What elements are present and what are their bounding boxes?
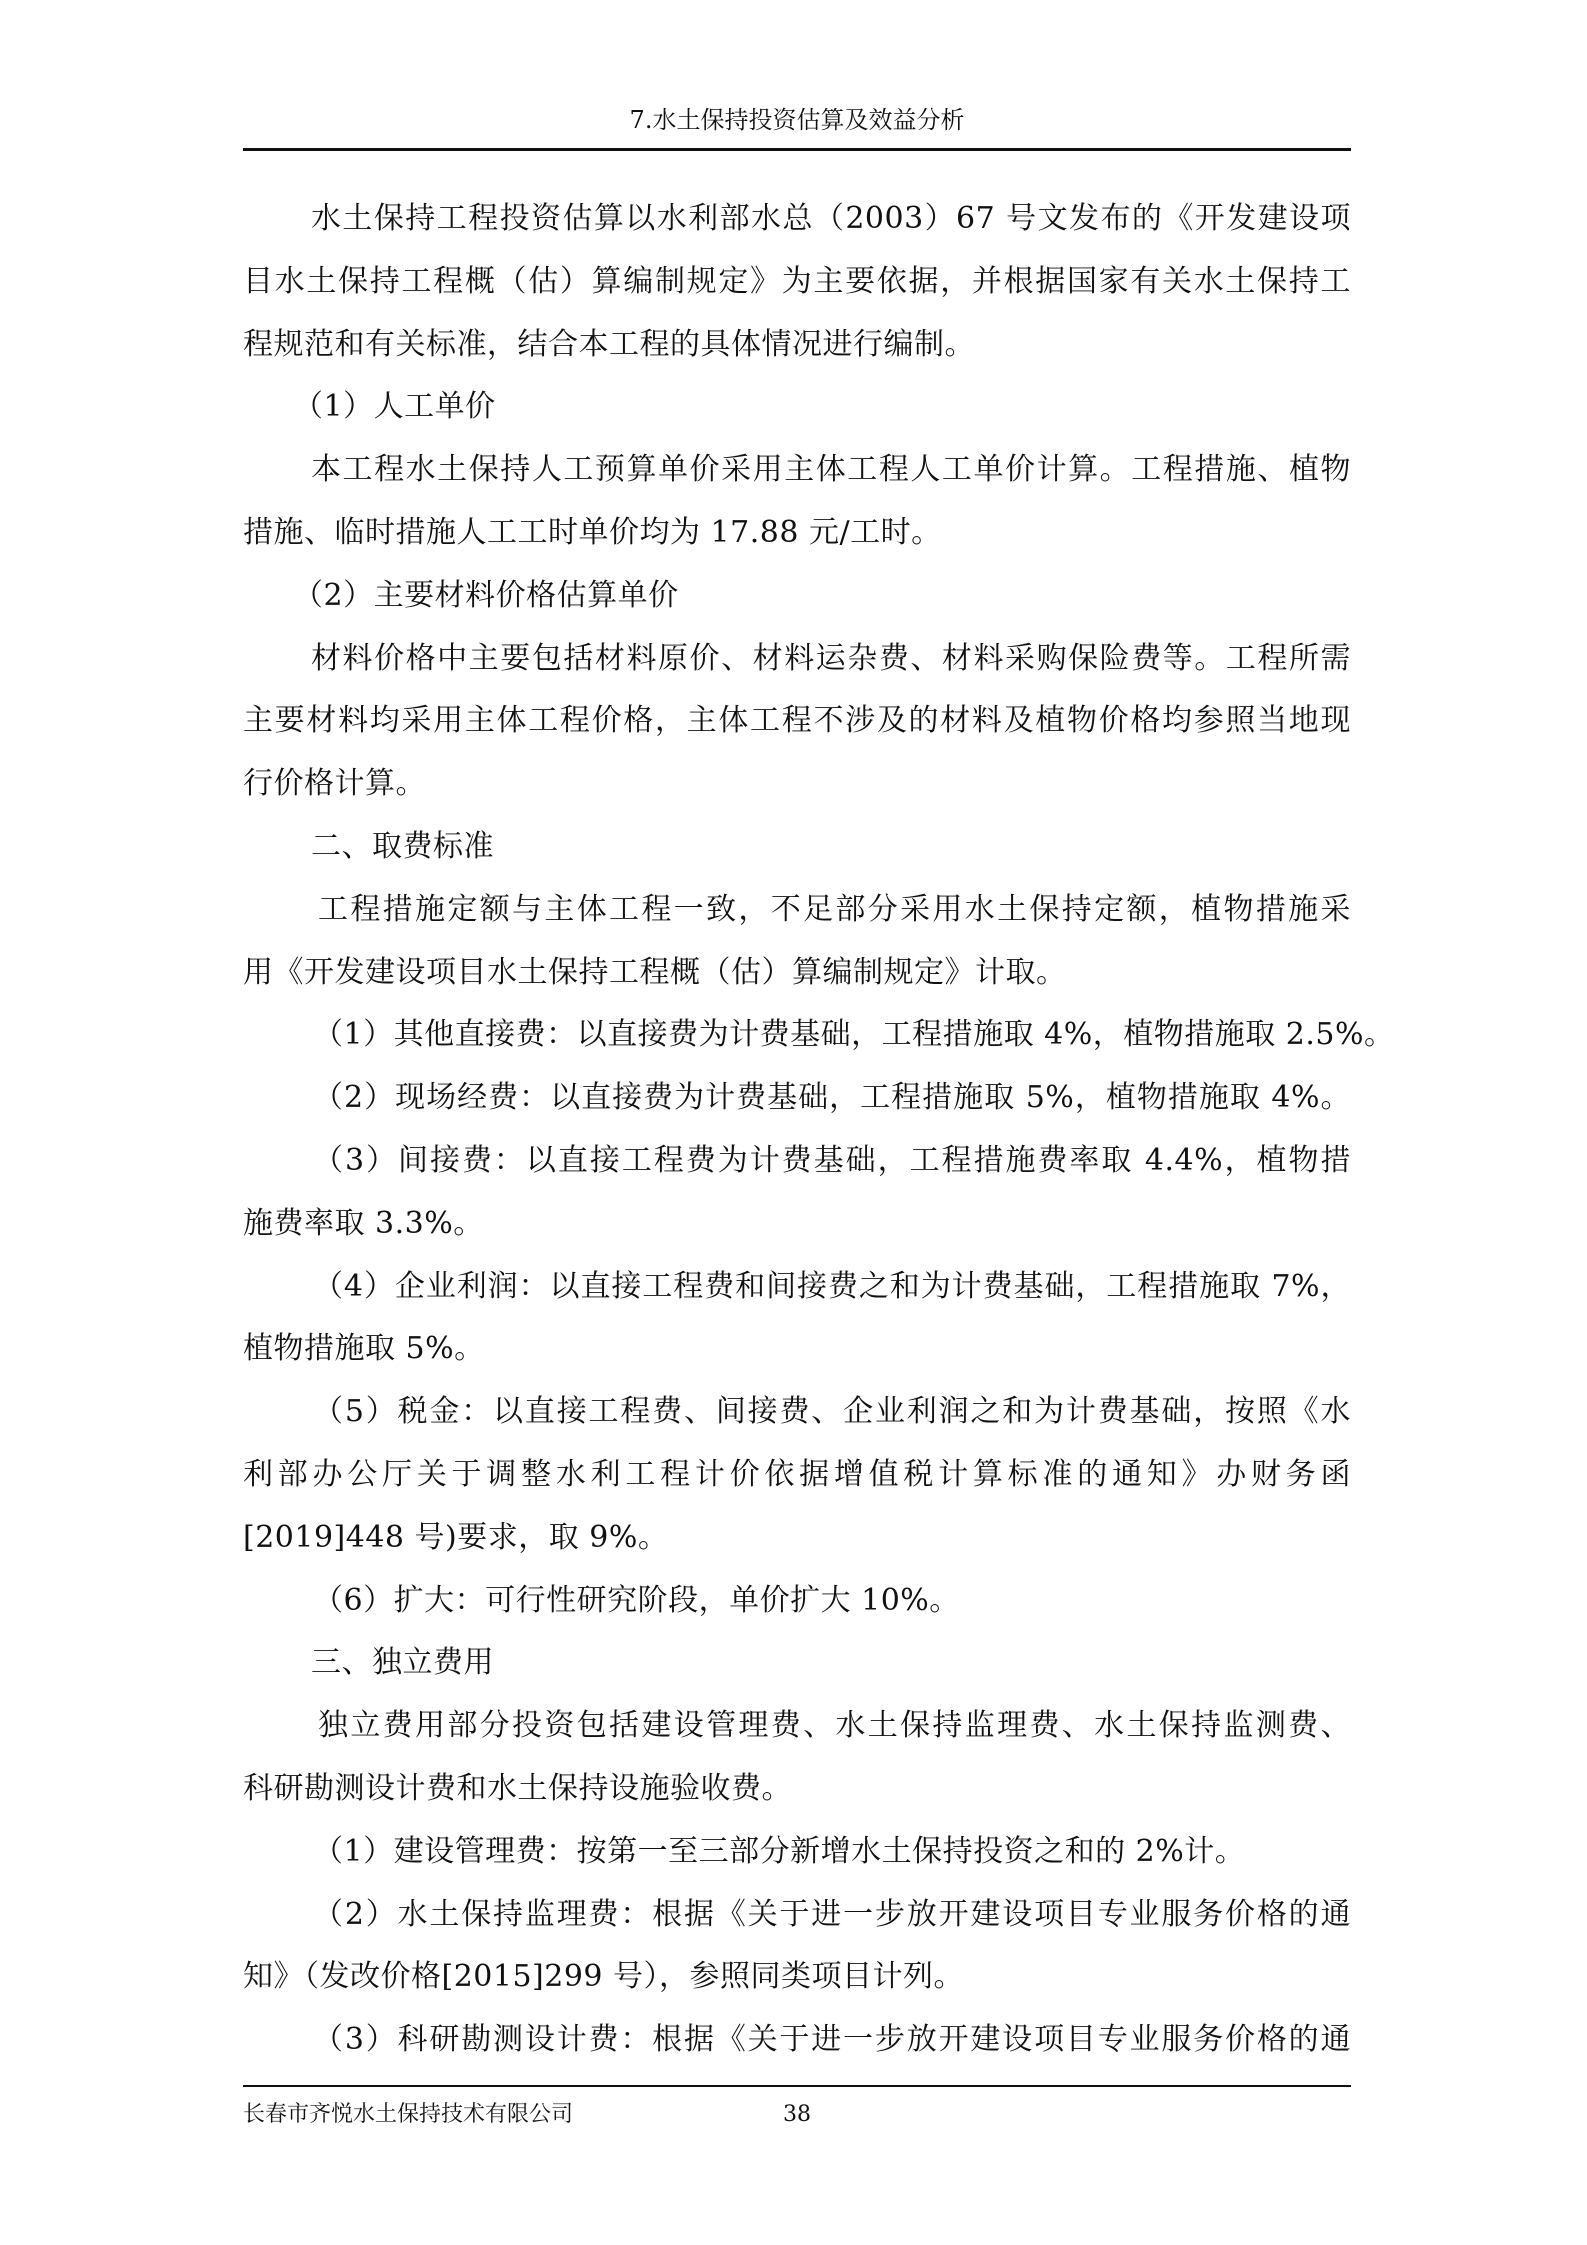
text-line: 三、独立费用	[311, 1645, 494, 1681]
text-line: 本工程水土保持人工预算单价采用主体工程人工单价计算。工程措施、植物	[311, 452, 1351, 488]
text-line: 水土保持工程投资估算以水利部水总（2003）67 号文发布的《开发建设项	[311, 201, 1351, 236]
text-line: （2）现场经费：以直接费为计费基础，工程措施取 5%，植物措施取 4%。	[313, 1080, 1351, 1116]
text-line: （1）人工单价	[293, 389, 496, 425]
text-line: 主要材料均采用主体工程价格，主体工程不涉及的材料及植物价格均参照当地现	[243, 703, 1351, 739]
text-line: （1）其他直接费：以直接费为计费基础，工程措施取 4%，植物措施取 2.5%。	[313, 1017, 1395, 1053]
text-line: 植物措施取 5%。	[243, 1331, 485, 1367]
footer-company-name: 长春市齐悦水土保持技术有限公司	[243, 2102, 574, 2127]
text-line: 科研勘测设计费和水土保持设施验收费。	[243, 1770, 792, 1806]
text-line: 行价格计算。	[243, 766, 426, 802]
text-line: （6）扩大：可行性研究阶段，单价扩大 10%。	[313, 1582, 960, 1618]
text-line: （5）税金：以直接工程费、间接费、企业利润之和为计费基础，按照《水	[313, 1394, 1351, 1430]
text-line: （2）水土保持监理费：根据《关于进一步放开建设项目专业服务价格的通	[313, 1896, 1351, 1932]
page-number: 38	[783, 2102, 811, 2127]
page-header-title: 7.水土保持投资估算及效益分析	[629, 106, 965, 134]
text-line: 工程措施定额与主体工程一致，不足部分采用水土保持定额，植物措施采	[318, 891, 1351, 927]
text-line: （3）科研勘测设计费：根据《关于进一步放开建设项目专业服务价格的通	[313, 2022, 1351, 2058]
text-line: 二、取费标准	[311, 828, 494, 864]
document-body	[243, 188, 1395, 2072]
text-line: [2019]448 号)要求，取 9%。	[243, 1519, 669, 1555]
text-line: 用《开发建设项目水土保持工程概（估）算编制规定》计取。	[243, 954, 1067, 990]
text-line: 材料价格中主要包括材料原价、材料运杂费、材料采购保险费等。工程所需	[311, 640, 1351, 676]
text-line: 知》（发改价格[2015]299 号），参照同类项目计列。	[243, 1959, 965, 1995]
footer-divider	[243, 2085, 1351, 2087]
text-line: 独立费用部分投资包括建设管理费、水土保持监理费、水土保持监测费、	[318, 1708, 1351, 1744]
text-line: 程规范和有关标准，结合本工程的具体情况进行编制。	[243, 326, 975, 362]
text-line: 施费率取 3.3%。	[243, 1205, 484, 1241]
text-line: （4）企业利润：以直接工程费和间接费之和为计费基础，工程措施取 7%，	[313, 1268, 1351, 1304]
text-line: （1）建设管理费：按第一至三部分新增水土保持投资之和的 2%计。	[313, 1833, 1246, 1869]
text-line: （3）间接费：以直接工程费为计费基础，工程措施费率取 4.4%，植物措	[313, 1142, 1351, 1178]
text-line: 利部办公厅关于调整水利工程计价依据增值税计算标准的通知》办财务函	[243, 1456, 1351, 1492]
text-line: 措施、临时措施人工工时单价均为 17.88 元/工时。	[243, 514, 942, 550]
text-line: 目水土保持工程概（估）算编制规定》为主要依据，并根据国家有关水土保持工	[243, 263, 1351, 299]
text-line: （2）主要材料价格估算单价	[293, 577, 679, 613]
header-divider	[243, 148, 1351, 151]
